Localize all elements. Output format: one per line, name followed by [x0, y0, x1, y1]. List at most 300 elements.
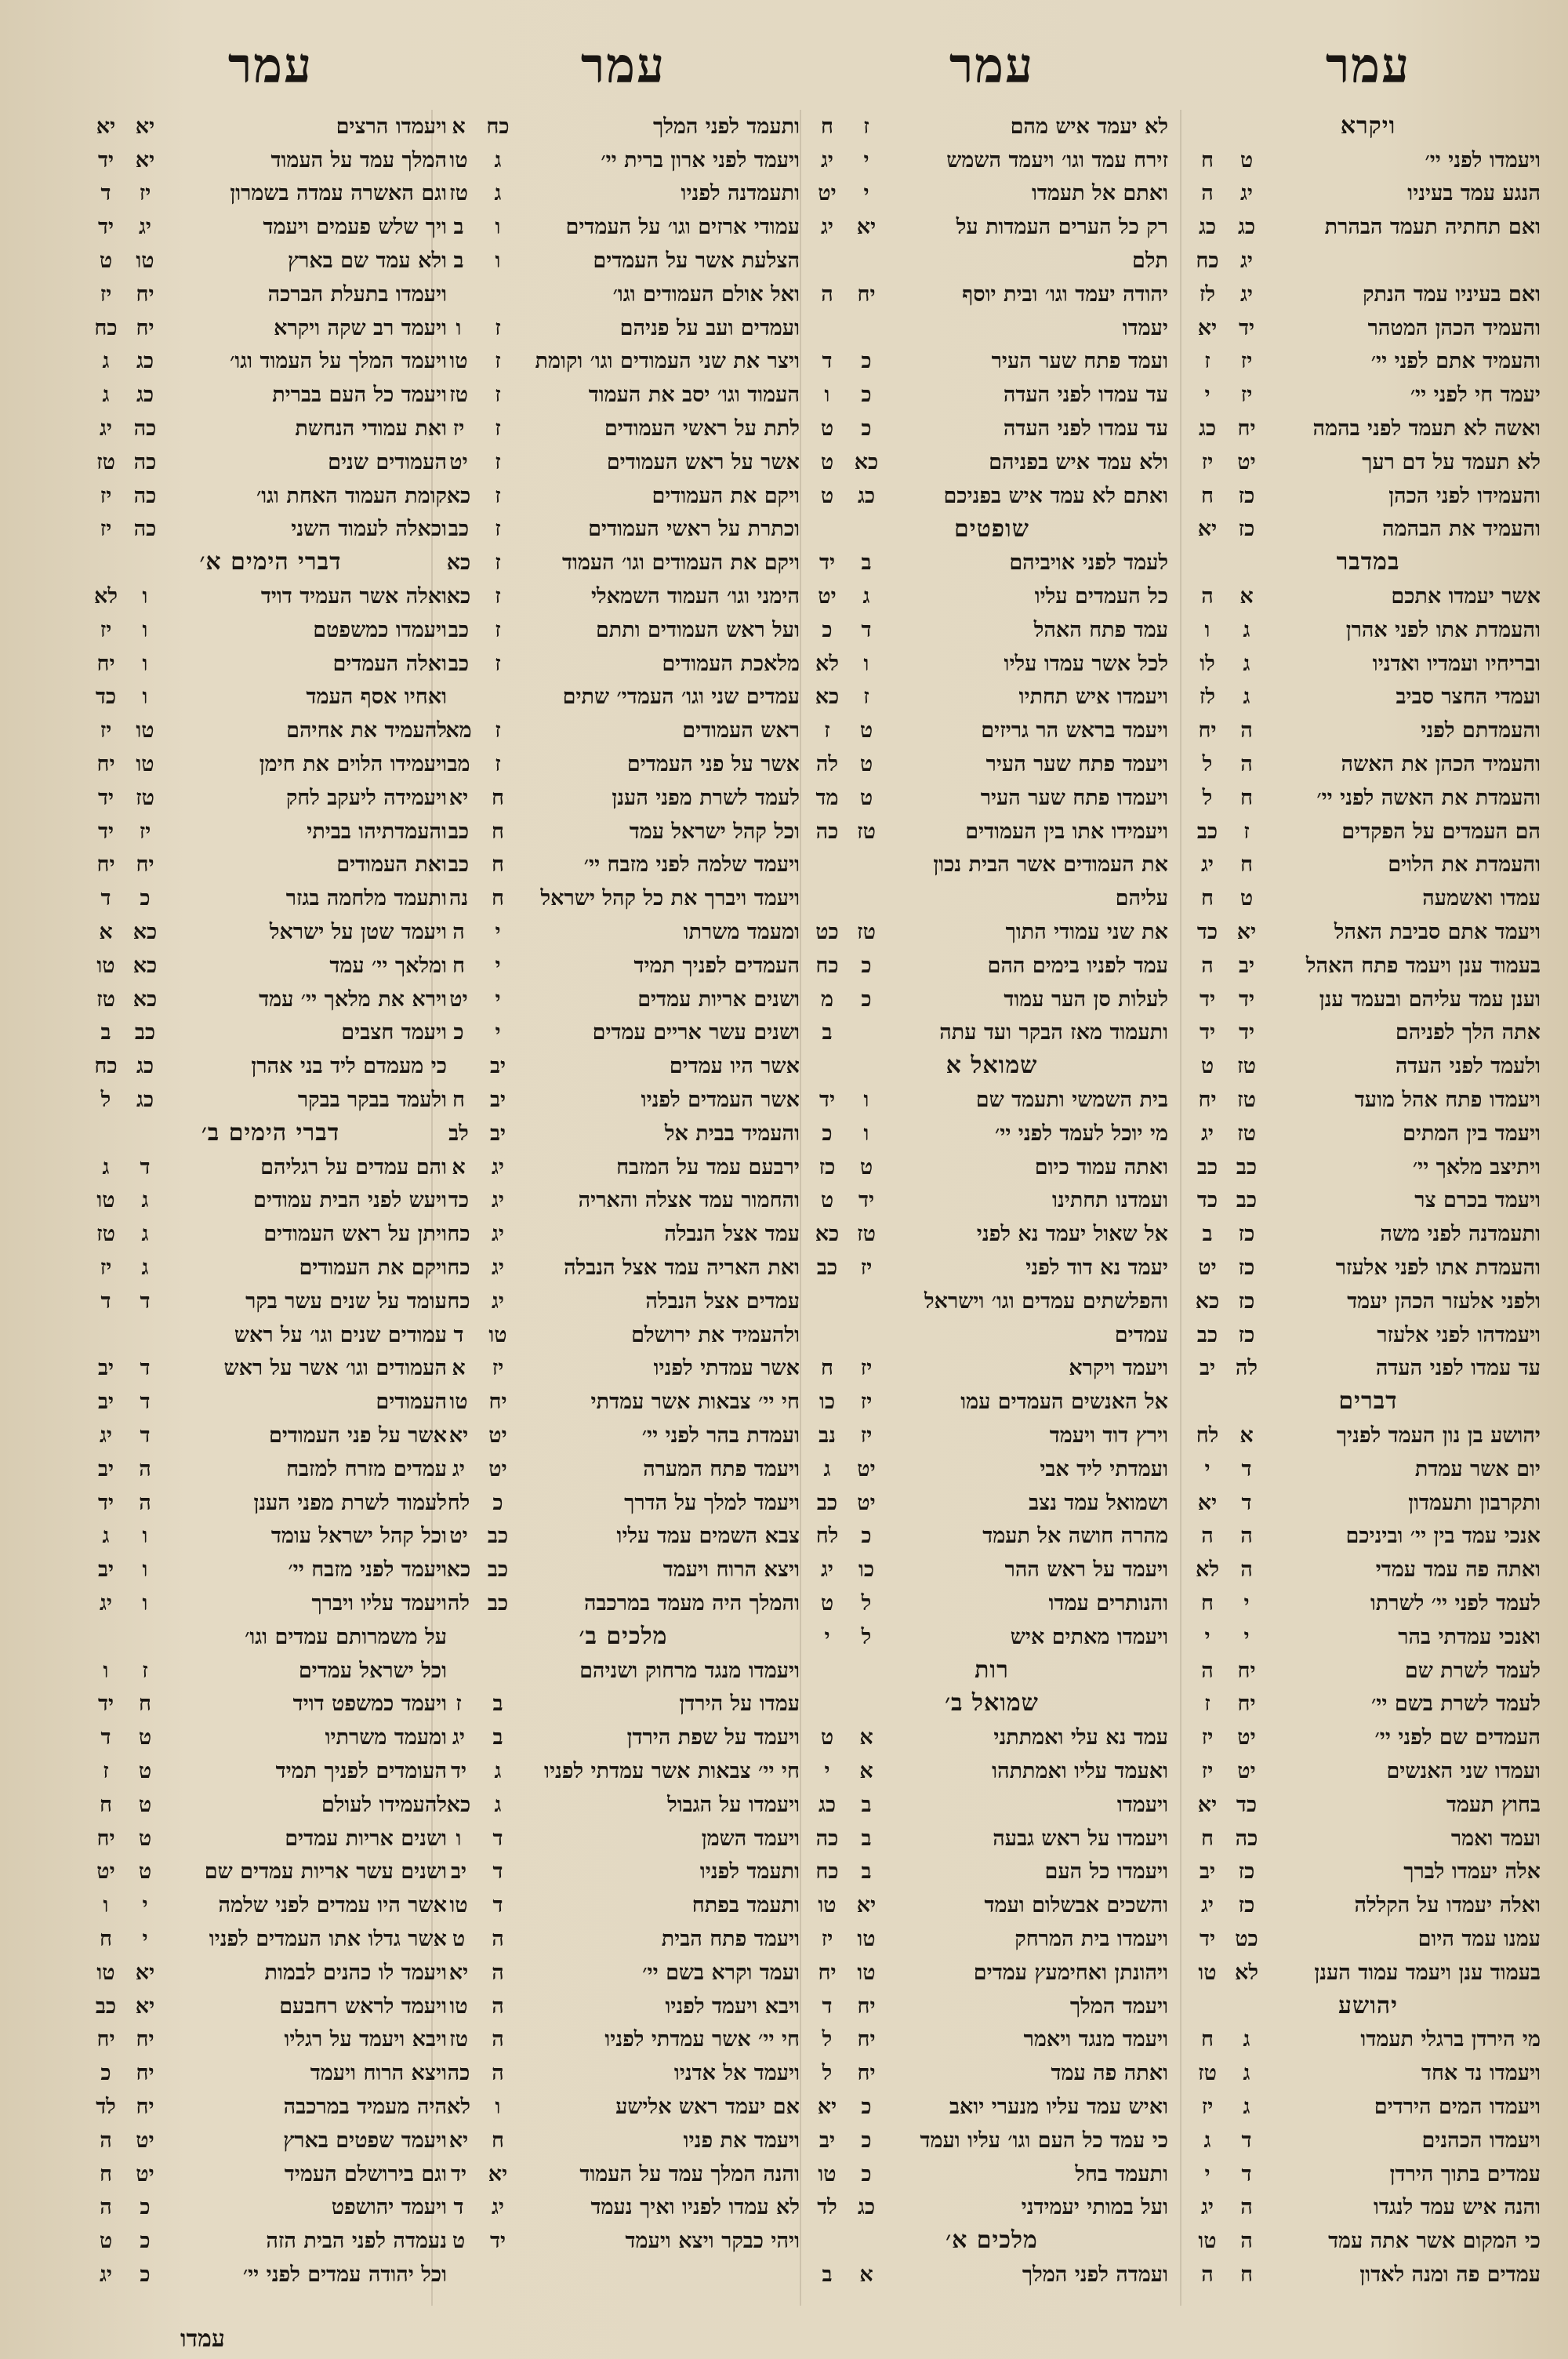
entry-text: ואם תחתיה תעמד הבהרת [1324, 215, 1541, 240]
chapter-number: יב [1199, 1859, 1216, 1885]
entry-text: ושנים עשר אריות עמדים שם [204, 1859, 447, 1885]
chapter-number: יז [821, 1926, 833, 1951]
entry-text: חי יי׳ צבאות אשר עמדתי [590, 1390, 800, 1415]
entry-text: מלאכת העמודים [662, 651, 800, 676]
chapter-number: ח [100, 1792, 112, 1817]
concordance-entry [439, 1654, 808, 1688]
book-heading: דברים [1338, 1387, 1398, 1416]
entry-text: צבא השמים עמד עליו [616, 1524, 800, 1549]
verse-number: ב [861, 1792, 872, 1817]
verse-number: יג [492, 1289, 504, 1314]
concordance-entry [439, 983, 808, 1016]
entry-text: והעמידו לפני הכהן [1388, 483, 1541, 508]
verse-number: ט [859, 752, 873, 777]
chapter-number: כח [447, 1255, 470, 1280]
entry-text: עמד לפניו בימים ההם [987, 953, 1168, 978]
concordance-entry [1188, 1049, 1548, 1083]
entry-text: והנה איש עמד לנגדו [1374, 2195, 1541, 2220]
entry-text: הנגע עמד בעיניו [1407, 181, 1541, 206]
chapter-number: טו [96, 953, 115, 978]
verse-number: ג [1243, 651, 1250, 676]
entry-text: הם העמדים על הפקדים [1341, 819, 1541, 844]
verse-number: יד [1238, 987, 1255, 1012]
concordance-entry [808, 345, 1176, 379]
entry-text: ויעמד ויברך את כל קהל ישראל [540, 886, 800, 911]
concordance-entry [1188, 983, 1548, 1016]
concordance-entry [86, 949, 455, 983]
entry-text: ולעמד לפני העדה [1395, 1054, 1541, 1079]
running-head: עמר [227, 37, 314, 94]
entry-text: ויעמד כמשפט דויד [292, 1692, 447, 1717]
chapter-number: ט [820, 416, 834, 442]
entry-text: וכאלה לעמוד השני [291, 517, 447, 542]
concordance-entry [1188, 747, 1548, 781]
concordance-entry [1188, 2090, 1548, 2124]
concordance-entry [1188, 1956, 1548, 1990]
concordance-entry [808, 881, 1176, 915]
entry-text: לעמד לשרת שם [1404, 1658, 1541, 1683]
entry-text: אשר העמדים לפניו [641, 1088, 800, 1112]
verse-number: י [495, 920, 501, 945]
chapter-number: יז [100, 1255, 112, 1280]
concordance-entry [808, 781, 1176, 815]
concordance-entry [86, 915, 455, 949]
verse-number: כה [133, 416, 157, 442]
entry-text: אל שאול יעמד נא לפני [976, 1222, 1168, 1247]
entry-text: לעמד לפני יי׳ לשרתו [1370, 1590, 1541, 1616]
verse-number: יז [492, 1356, 504, 1381]
concordance-entry [1188, 1888, 1548, 1922]
verse-number: ה [492, 1926, 504, 1951]
verse-number: ז [495, 383, 501, 408]
concordance-entry [1188, 1687, 1548, 1721]
verse-number: יג [1240, 282, 1253, 307]
chapter-number: ה [1201, 2262, 1214, 2287]
chapter-number: ח [1201, 1590, 1214, 1616]
verse-number: כ [140, 886, 151, 911]
concordance-entry [1188, 1788, 1548, 1822]
verse-number: כ [861, 2094, 872, 2119]
concordance-entry [808, 1150, 1176, 1184]
concordance-entry [808, 1721, 1176, 1754]
concordance-entry [439, 815, 808, 849]
chapter-number: יז [1201, 2094, 1214, 2119]
verse-number: כב [487, 1524, 509, 1549]
verse-number: ד [140, 1154, 151, 1180]
verse-number: יג [492, 1255, 504, 1280]
concordance-entry [439, 1318, 808, 1352]
concordance-entry [86, 681, 455, 714]
entry-text: בעמוד ענן ויעמד עמוד הענן [1314, 1960, 1541, 1985]
chapter-number: ו [456, 315, 462, 340]
verse-number: ח [492, 785, 504, 810]
verse-number: ח [492, 2128, 504, 2153]
chapter-number: כא [446, 1558, 471, 1583]
chapter-number: יט [449, 987, 468, 1012]
concordance-entry [1188, 1922, 1548, 1956]
concordance-entry [439, 513, 808, 547]
verse-number: כב [1236, 1188, 1258, 1213]
concordance-entry [86, 412, 455, 445]
entry-text: והעמיד את הבהמה [1382, 517, 1541, 542]
chapter-number: יח [1198, 1088, 1217, 1112]
concordance-entry [86, 311, 455, 345]
concordance-entry [808, 1822, 1176, 1856]
chapter-number: כג [1198, 215, 1217, 240]
verse-number: כז [1238, 1222, 1255, 1247]
concordance-entry [808, 647, 1176, 681]
chapter-number: יד [1199, 1020, 1216, 1045]
verse-number: ו [142, 1558, 148, 1583]
chapter-number: כד [1196, 1188, 1218, 1213]
entry-text: יעמד נא דוד לפני [1025, 1255, 1168, 1280]
concordance-entry [1188, 412, 1548, 445]
concordance-entry [86, 1519, 455, 1553]
concordance-entry [86, 1452, 455, 1486]
concordance-entry [808, 110, 1176, 144]
chapter-number: כח [447, 1289, 470, 1314]
verse-number: טז [136, 785, 154, 810]
chapter-number: לד [96, 2094, 116, 2119]
entry-text: והשכים אבשלום ועמד [984, 1893, 1168, 1918]
chapter-number: יט [818, 584, 837, 609]
verse-number: ג [494, 181, 502, 206]
verse-number: ו [142, 651, 148, 676]
concordance-entry [439, 1754, 808, 1788]
verse-number: כה [1235, 1826, 1258, 1851]
entry-text: והעמדתיהו בביתי [307, 819, 447, 844]
entry-text: והעמדתם לפני [1421, 718, 1541, 743]
concordance-entry [808, 278, 1176, 311]
concordance-entry [439, 1452, 808, 1486]
entry-text: בית השמשי ותעמד שם [975, 1088, 1168, 1112]
verse-number: ג [1243, 617, 1250, 642]
entry-text: כי עמד כל העם וגו׳ עליו ועמד [920, 2128, 1168, 2153]
concordance-entry [86, 881, 455, 915]
book-heading: מלכים ב׳ [579, 1622, 668, 1650]
chapter-number: טז [1198, 2061, 1217, 2086]
chapter-number: יח [96, 752, 115, 777]
concordance-entry [439, 144, 808, 177]
entry-text: ושנים אריות עמדים [637, 987, 800, 1012]
verse-number: יג [492, 2195, 504, 2220]
chapter-number: יב [450, 1859, 467, 1885]
entry-text: ואם בעיניו עמד הנתק [1363, 282, 1541, 307]
concordance-entry [808, 1016, 1176, 1050]
entry-list [86, 110, 455, 2292]
verse-number: כב [487, 1590, 509, 1616]
verse-number: טו [857, 1926, 876, 1951]
chapter-number: יד [450, 1758, 467, 1783]
chapter-number: ד [822, 349, 833, 374]
entry-text: והעמדת אתו לפני אלעזר [1335, 1255, 1541, 1280]
verse-number: ה [492, 1960, 504, 1985]
entry-text: ועמדים ועב על פניהם [619, 315, 800, 340]
verse-number: כ [140, 2229, 151, 2254]
chapter-number: ח [1201, 147, 1214, 173]
chapter-number: ל [1202, 752, 1213, 777]
concordance-entry [1188, 1217, 1548, 1251]
concordance-entry [86, 1922, 455, 1956]
entry-text: ואשה לא תעמד לפני בהמה [1312, 416, 1541, 442]
chapter-number: לח [815, 1524, 839, 1549]
entry-text: ויעמידה ליעקב לחק [285, 785, 447, 810]
entry-text: העומדים לפניך תמיד [275, 1758, 447, 1783]
concordance-entry [86, 1587, 455, 1620]
concordance-entry [808, 2023, 1176, 2056]
verse-number: ב [492, 1725, 503, 1750]
concordance-entry [808, 714, 1176, 747]
chapter-number: כא [446, 483, 471, 508]
entry-text: ומעמד משרתו [683, 920, 800, 945]
entry-text: ועמדה לפני המלך [1022, 2262, 1168, 2287]
entry-text: אשר עמדתי לפניו [653, 1356, 800, 1381]
verse-number: טז [1237, 1121, 1256, 1146]
chapter-number: כב [448, 617, 470, 642]
entry-text: אלה יעמדו לברך [1403, 1859, 1541, 1885]
verse-number: י [142, 1893, 148, 1918]
chapter-number: ט [820, 1590, 834, 1616]
chapter-number: יד [97, 1490, 114, 1515]
entry-text: והמלך היה מעמד במרכבה [584, 1590, 800, 1616]
chapter-number: יא [1197, 517, 1218, 542]
chapter-number: כח [815, 953, 839, 978]
concordance-entry [1188, 1620, 1548, 1654]
verse-number: ח [139, 1692, 151, 1717]
concordance-entry [439, 881, 808, 915]
entry-text: ויעמדו בית המרחק [1014, 1926, 1168, 1951]
chapter-number: ט [1200, 1054, 1214, 1079]
entry-text: ועמדתי ליד אבי [1040, 1456, 1168, 1481]
entry-text: ויעמדהו לפני אלעזר [1377, 1322, 1541, 1347]
concordance-entry [86, 647, 455, 681]
chapter-number: ה [1201, 1658, 1214, 1683]
entry-text: ויעמדו כל העם [1044, 1859, 1168, 1885]
chapter-number: כא [1195, 1289, 1220, 1314]
concordance-entry [1188, 445, 1548, 479]
concordance-entry [808, 1452, 1176, 1486]
concordance-entry [808, 2258, 1176, 2292]
concordance-entry [439, 479, 808, 513]
chapter-number: יד [97, 1692, 114, 1717]
chapter-number: טו [449, 1390, 468, 1415]
entry-text: ולפני אלעזר הכהן יעמד [1347, 1289, 1541, 1314]
verse-number: א [1240, 584, 1254, 609]
chapter-number: טו [449, 1893, 468, 1918]
concordance-entry [1188, 2224, 1548, 2258]
entry-text: מי הירדן ברגלי תעמדו [1360, 2027, 1541, 2052]
concordance-entry [808, 311, 1176, 345]
verse-number: ז [495, 617, 501, 642]
verse-number: ו [863, 1088, 869, 1112]
chapter-number: כו [818, 1390, 836, 1415]
concordance-entry [808, 747, 1176, 781]
entry-text: ואת עמודי הנחשת [295, 416, 447, 442]
entry-text: ויעמידו הלוים את חימן [259, 752, 447, 777]
chapter-number: א [452, 114, 466, 139]
entry-text: ואתם לא עמד איש בפניכם [943, 483, 1168, 508]
verse-number: כא [132, 953, 158, 978]
verse-number: טז [1237, 1088, 1256, 1112]
concordance-entry [1188, 278, 1548, 311]
verse-number: טו [136, 718, 154, 743]
verse-number: יא [135, 1960, 155, 1985]
chapter-number: מב [447, 752, 470, 777]
chapter-number: כג [818, 1792, 837, 1817]
verse-number: כ [861, 416, 872, 442]
verse-number: ד [1241, 1490, 1252, 1515]
concordance-entry [1188, 1150, 1548, 1184]
chapter-number: כה [815, 819, 839, 844]
chapter-number: מא [445, 718, 472, 743]
concordance-entry [86, 1016, 455, 1050]
concordance-entry [439, 311, 808, 345]
chapter-number: ח [1201, 1826, 1214, 1851]
chapter-number: לח [1196, 1423, 1219, 1448]
entry-text: ובריחיו ועמדיו ואדניו [1372, 651, 1541, 676]
concordance-entry [808, 412, 1176, 445]
concordance-entry [86, 110, 455, 144]
chapter-number: יד [818, 551, 836, 576]
verse-number: יא [135, 147, 155, 173]
verse-number: ז [495, 517, 501, 542]
verse-number: ג [494, 1758, 502, 1783]
chapter-number: יב [1199, 1356, 1216, 1381]
chapter-number: ה [1201, 953, 1214, 978]
chapter-number: יז [452, 416, 465, 442]
entry-text: ויעמדו פתח שער העיר [980, 785, 1168, 810]
entry-text: ויעמד עליו ויברך [311, 1590, 447, 1616]
concordance-entry [1188, 177, 1548, 211]
concordance-entry [1188, 1654, 1548, 1688]
verse-number: י [863, 181, 869, 206]
concordance-entry [1188, 2056, 1548, 2090]
concordance-entry [808, 1956, 1176, 1990]
verse-number: ב [861, 1826, 872, 1851]
verse-number: יא [856, 215, 877, 240]
concordance-entry [439, 1049, 808, 1083]
entry-text: עמדים מזרח למזבח [286, 1456, 447, 1481]
chapter-number: טו [96, 1188, 115, 1213]
verse-number: יח [136, 2027, 154, 2052]
chapter-number: יט [449, 1524, 468, 1549]
concordance-entry [439, 1217, 808, 1251]
chapter-number: כב [95, 1994, 117, 2019]
chapter-number: ו [1204, 617, 1210, 642]
entry-text: ואתה פה עמד [1051, 2061, 1168, 2086]
verse-number: ו [142, 1590, 148, 1616]
chapter-number: ח [1201, 886, 1214, 911]
concordance-entry [439, 177, 808, 211]
chapter-number: כד [448, 1188, 470, 1213]
chapter-number: כא [446, 584, 471, 609]
concordance-entry [1188, 1721, 1548, 1754]
verse-number: ח [1240, 2262, 1253, 2287]
entry-text: ויבא ויעמד על רגליו [284, 2027, 447, 2052]
entry-text: והעמדת אתו לפני אהרן [1345, 617, 1541, 642]
concordance-entry [439, 2124, 808, 2157]
verse-number: י [142, 1926, 148, 1951]
concordance-entry [439, 278, 808, 311]
concordance-entry [1188, 479, 1548, 513]
entry-text: לתת על ראשי העמודים [604, 416, 800, 442]
verse-number: ז [1243, 819, 1250, 844]
verse-number: א [859, 1725, 873, 1750]
verse-number: לא [1235, 1960, 1258, 1985]
entry-text: ירבעם עמד על המזבח [616, 1154, 800, 1180]
chapter-number: כט [815, 920, 839, 945]
verse-number: יט [1237, 449, 1256, 474]
entry-text: וכל קהל ישראל עומד [270, 1524, 447, 1549]
concordance-entry [1188, 378, 1548, 412]
concordance-entry [1188, 681, 1548, 714]
chapter-number: כב [816, 1490, 838, 1515]
chapter-number: יד [97, 215, 114, 240]
entry-text: עמודים שנים וגו׳ על ראש [234, 1322, 447, 1347]
concordance-entry [808, 613, 1176, 647]
chapter-number: ב [100, 1020, 111, 1045]
verse-number: כו [858, 1558, 875, 1583]
concordance-entry [808, 1251, 1176, 1285]
entry-text: ויעמד השמן [701, 1826, 800, 1851]
entry-text: והעמיד בבית אל [664, 1121, 800, 1146]
entry-text: תלם [1132, 249, 1168, 274]
chapter-number: יב [97, 1456, 114, 1481]
concordance-entry [86, 1855, 455, 1888]
concordance-entry [86, 2124, 455, 2157]
entry-text: ויעמד שפטים בארץ [283, 2128, 447, 2153]
entry-text: ותעמדנה לפני משה [1380, 1222, 1541, 1247]
chapter-number: מ [820, 987, 833, 1012]
verse-number: כ [861, 2161, 872, 2186]
entry-text: ולא עמד איש בפניהם [989, 449, 1168, 474]
entry-text: והעמיד הכהן המטהר [1367, 315, 1541, 340]
concordance-entry [439, 613, 808, 647]
concordance-entry [439, 747, 808, 781]
chapter-number: ג [102, 349, 110, 374]
chapter-number: ל [100, 1088, 111, 1112]
entry-text: והנותרים עמדו [1048, 1590, 1168, 1616]
verse-number: ז [495, 718, 501, 743]
concordance-entry [439, 1385, 808, 1419]
concordance-entry [1188, 1855, 1548, 1888]
chapter-number: יד [1199, 987, 1216, 1012]
entry-text: ויעמדו הכהנים [1421, 2128, 1541, 2153]
chapter-number: יח [1198, 718, 1217, 743]
entry-text: ואתה עמוד כיום [1034, 1154, 1168, 1180]
entry-text: הצלעת אשר על העמדים [593, 249, 800, 274]
entry-text: ויקם את העמודים וגו׳ העמוד [562, 551, 800, 576]
verse-number: ג [494, 1792, 502, 1817]
concordance-entry [86, 1687, 455, 1721]
entry-text: עמדו ואשמעה [1422, 886, 1541, 911]
concordance-entry [439, 1285, 808, 1318]
chapter-number: טז [96, 449, 115, 474]
entry-text: ולא עמד שם בארץ [288, 249, 447, 274]
verse-number: ד [492, 1859, 503, 1885]
chapter-number: כח [94, 1054, 118, 1079]
entry-text: אנכי עמד בין יי׳ וביניכם [1345, 1524, 1541, 1549]
chapter-number: ל [822, 2061, 833, 2086]
verse-number: כז [1238, 1322, 1255, 1347]
concordance-entry [86, 378, 455, 412]
entry-text: ומלאך יי׳ עמד [329, 953, 447, 978]
entry-text: ואת האריה עמד אצל הנבלה [564, 1255, 800, 1280]
chapter-number: נה [448, 886, 469, 911]
entry-text: ויעמד כל העם בברית [272, 383, 447, 408]
entry-text: בעמוד ענן ויעמד פתח האהל [1305, 953, 1541, 978]
verse-number: ב [861, 551, 872, 576]
